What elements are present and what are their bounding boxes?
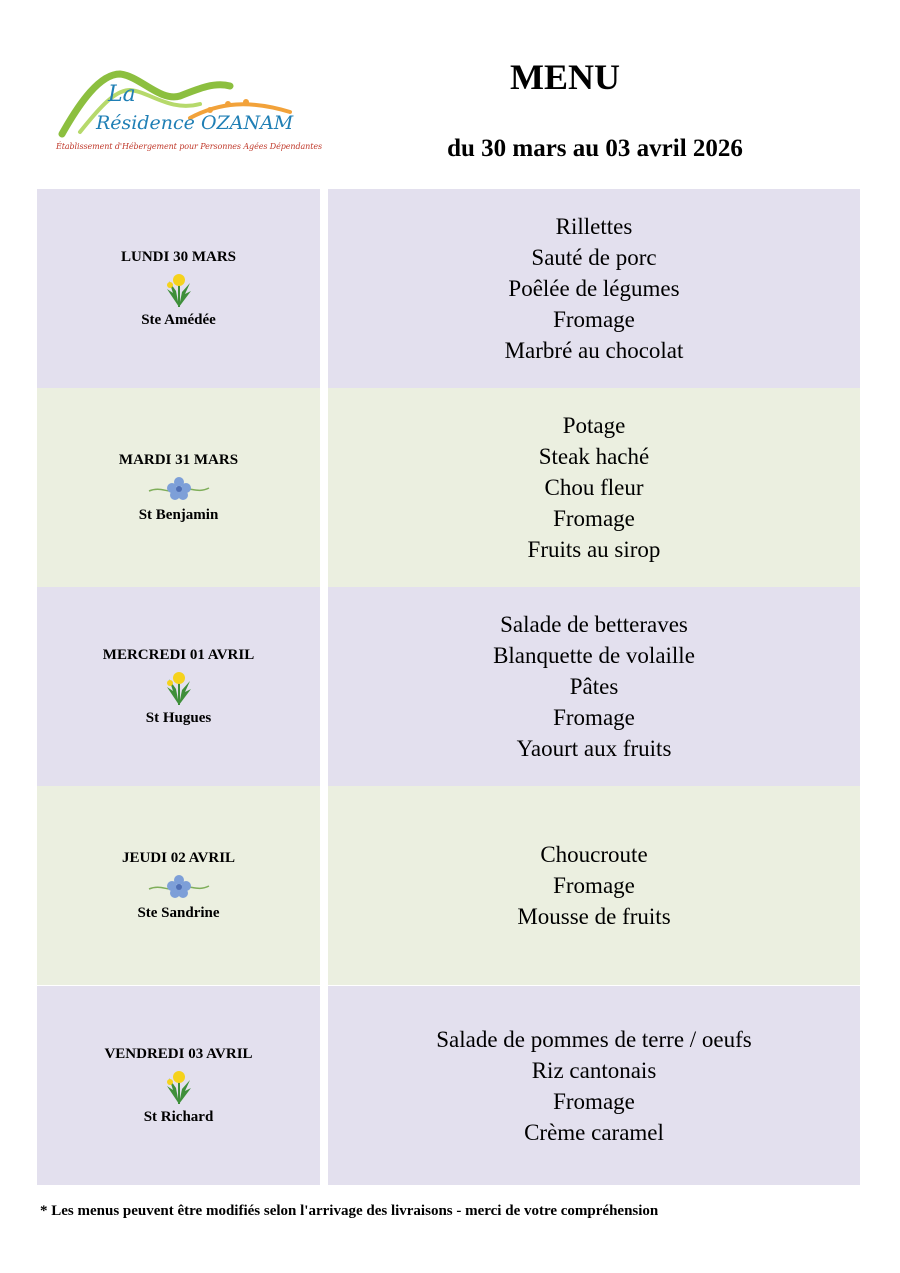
menu-cell (328, 587, 860, 786)
day-name: MARDI 31 MARS (118, 451, 239, 468)
dish: Potage (562, 413, 626, 438)
day-cell (37, 189, 320, 388)
dandelion-icon (159, 1068, 199, 1106)
dandelion-icon (159, 669, 199, 707)
day-cell (37, 587, 320, 786)
dish: Choucroute (540, 842, 648, 867)
dish: Pâtes (569, 674, 619, 699)
day-cell (37, 388, 320, 587)
dish: Fromage (553, 705, 635, 730)
blue-flower-icon (147, 474, 211, 504)
dish: Crème caramel (524, 1119, 664, 1145)
saint-name: Ste Amédée (141, 311, 216, 328)
dish: Fromage (553, 873, 635, 898)
dish: Poêlée de légumes (508, 276, 680, 301)
menu-cell (328, 189, 860, 388)
dish: Sauté de porc (531, 245, 657, 270)
day-name: VENDREDI 03 AVRIL (104, 1045, 253, 1062)
menu-cell (328, 986, 860, 1185)
menu-row-friday (37, 986, 860, 1185)
logo-text-name: Résidence OZANAM (96, 112, 294, 134)
menu-row-monday (37, 189, 860, 388)
dish: Rillettes (555, 214, 633, 239)
dandelion-icon (159, 271, 199, 309)
dish: Fromage (553, 307, 635, 332)
menu-row-thursday (37, 786, 860, 985)
day-name: LUNDI 30 MARS (120, 248, 236, 265)
dish: Fromage (553, 506, 635, 531)
menu-cell (328, 786, 860, 985)
dish: Salade de pommes de terre / oeufs (436, 1026, 752, 1052)
logo-text-la: La (108, 82, 136, 107)
menu-date-range: du 30 mars au 03 avril 2026 (447, 135, 743, 162)
dish: Blanquette de volaille (493, 643, 695, 668)
menu-row-tuesday (37, 388, 860, 587)
dish: Marbré au chocolat (504, 338, 684, 363)
logo-tagline: Établissement d'Hébergement pour Personnes Agées Dépendantes (56, 142, 322, 151)
dish: Chou fleur (544, 475, 644, 500)
dish: Fruits au sirop (527, 537, 661, 562)
saint-name: Ste Sandrine (137, 904, 220, 921)
day-name: MERCREDI 01 AVRIL (102, 646, 255, 663)
dish: Steak haché (538, 444, 650, 469)
menu-row-wednesday (37, 587, 860, 786)
saint-name: St Richard (143, 1108, 214, 1125)
saint-name: St Hugues (145, 709, 212, 726)
dish: Mousse de fruits (517, 904, 671, 929)
menu-cell (328, 388, 860, 587)
blue-flower-icon (147, 872, 211, 902)
dish: Riz cantonais (531, 1057, 657, 1083)
menu-title: MENU (510, 57, 620, 97)
dish: Yaourt aux fruits (516, 736, 672, 761)
dish: Salade de betteraves (500, 612, 688, 637)
saint-name: St Benjamin (138, 506, 219, 523)
day-cell (37, 786, 320, 985)
dish: Fromage (553, 1088, 635, 1114)
menu-footnote: * Les menus peuvent être modifiés selon l'arrivage des livraisons - merci de votre compréhension (40, 1203, 659, 1219)
day-name: JEUDI 02 AVRIL (121, 849, 236, 866)
day-cell (37, 986, 320, 1185)
residence-logo (50, 62, 330, 162)
